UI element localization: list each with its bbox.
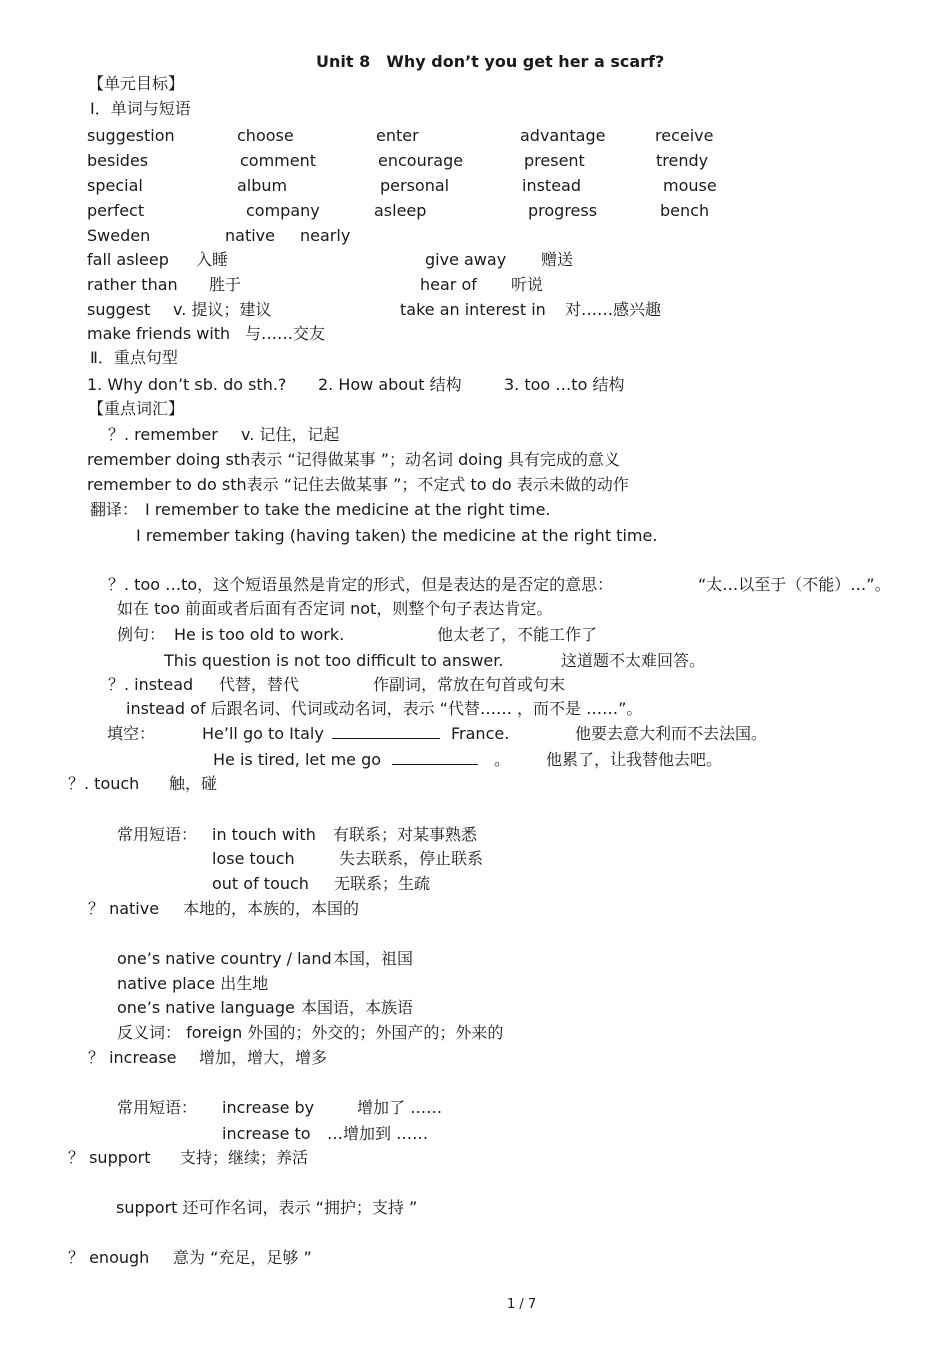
touch-phrase-en: in touch with (212, 825, 316, 844)
page-number: 1 / 7 (507, 1297, 537, 1312)
vocab-word: receive (655, 126, 714, 145)
phrase-zh: 与……交友 (245, 324, 326, 343)
entry-instead-def-1: 代替，替代 (219, 675, 300, 694)
entry-remember-def: v. 记住，记起 (241, 425, 340, 444)
increase-phrase-2-en: increase to (222, 1124, 311, 1143)
touch-phrases-label: 常用短语： (117, 825, 198, 844)
vocab-word: special (87, 176, 143, 195)
translate-label: 翻译： (90, 500, 139, 519)
phrase-en: suggest (87, 300, 151, 319)
vocab-word: mouse (663, 176, 717, 195)
increase-phrases-label: 常用短语： (117, 1098, 198, 1117)
vocab-word: enter (376, 126, 419, 145)
entry-increase-word: ？ increase (88, 1048, 177, 1067)
entry-support-word: ？ support (68, 1148, 151, 1167)
touch-phrase-zh: 无联系；生疏 (334, 874, 431, 893)
unit-goals-header: 【单元目标】 (88, 74, 185, 93)
fill-2-text: He is tired, let me go (213, 750, 382, 769)
phrase-zh: 胜于 (209, 275, 242, 294)
pattern-2: 2. How about 结构 (318, 375, 462, 394)
phrase-en: give away (425, 250, 507, 269)
increase-phrase-1-zh: 增加了 …… (357, 1098, 443, 1117)
page-title: Unit 8 Why don’t you get her a scarf? (316, 52, 665, 71)
phrase-zh: 入睡 (196, 250, 229, 269)
fill-1-text: He’ll go to Italy (202, 724, 324, 743)
too-to-note: 如在 too 前面或者后面有否定词 not，则整个句子表达肯定。 (117, 599, 553, 618)
touch-phrase-zh: 有联系；对某事熟悉 (333, 825, 478, 844)
touch-phrase-en: lose touch (212, 849, 295, 868)
native-line-1-zh: 本国，祖国 (333, 949, 414, 968)
remember-line-1: remember doing sth表示 “记得做某事 ”；动名词 doing 具有完成的意义 (87, 450, 620, 469)
increase-phrase-1-en: increase by (222, 1098, 315, 1117)
entry-increase-def: 增加，增大，增多 (199, 1048, 328, 1067)
vocab-word: trendy (656, 151, 709, 170)
vocab-word: asleep (374, 201, 427, 220)
phrase-en: hear of (420, 275, 477, 294)
increase-phrase-2-zh: …增加到 …… (327, 1124, 429, 1143)
vocab-word: personal (380, 176, 450, 195)
vocab-word: comment (240, 151, 317, 170)
fill-2-tail: 。 (494, 750, 511, 769)
entry-instead-def-2: 作副词，常放在句首或句末 (373, 675, 566, 694)
entry-instead-word: ？. instead (108, 675, 194, 694)
entry-native-word: ？ native (88, 899, 160, 918)
example-label: 例句： (117, 625, 166, 644)
example-1-zh: 他太老了，不能工作了 (437, 625, 598, 644)
vocab-word: encourage (378, 151, 464, 170)
phrase-en: fall asleep (87, 250, 169, 269)
vocab-word: bench (660, 201, 710, 220)
key-vocab-header: 【重点词汇】 (88, 399, 185, 418)
pattern-3: 3. too …to 结构 (504, 375, 625, 394)
vocab-word: besides (87, 151, 149, 170)
entry-enough-word: ？ enough (68, 1248, 150, 1267)
phrase-zh: 对……感兴趣 (565, 300, 662, 319)
fill-blank-2[interactable] (392, 750, 478, 770)
vocab-word: perfect (87, 201, 145, 220)
touch-phrase-zh: 失去联系，停止联系 (339, 849, 484, 868)
section2-header: Ⅱ．重点句型 (90, 348, 178, 367)
pattern-1: 1. Why don’t sb. do sth.? (87, 375, 287, 394)
vocab-word: progress (528, 201, 598, 220)
entry-enough-def: 意为 “充足，足够 ” (173, 1248, 312, 1267)
fill-blank-1[interactable] (332, 724, 440, 744)
translate-sentence-1: I remember to take the medicine at the right time. (145, 500, 551, 519)
entry-remember-word: ？. remember (108, 425, 218, 444)
fill-1-zh: 他要去意大利而不去法国。 (575, 724, 768, 743)
phrase-zh: 赠送 (541, 250, 574, 269)
example-2-zh: 这道题不太难回答。 (561, 651, 706, 670)
native-line-3-zh: 本国语，本族语 (301, 998, 414, 1017)
phrase-zh: 听说 (511, 275, 544, 294)
example-1-en: He is too old to work. (174, 625, 345, 644)
vocab-word: advantage (520, 126, 606, 145)
entry-native-def: 本地的，本族的，本国的 (183, 899, 360, 918)
entry-touch-word: ？. touch (68, 774, 140, 793)
touch-phrase-en: out of touch (212, 874, 309, 893)
vocab-word: choose (237, 126, 294, 145)
phrase-zh: v. 提议；建议 (173, 300, 272, 319)
entry-too-to-head: ？. too …to，这个短语虽然是肯定的形式，但是表达的是否定的意思： (108, 575, 614, 594)
phrase-en: rather than (87, 275, 178, 294)
vocab-word: company (246, 201, 320, 220)
vocab-word: suggestion (87, 126, 175, 145)
remember-line-2: remember to do sth表示 “记住去做某事 ”；不定式 to do 表示未做的动作 (87, 475, 629, 494)
translate-sentence-2: I remember taking (having taken) the medicine at the right time. (136, 526, 658, 545)
phrase-en: make friends with (87, 324, 231, 343)
vocab-word: instead (522, 176, 581, 195)
vocab-word: present (524, 151, 585, 170)
instead-note: instead of 后跟名词、代词或动名词，表示 “代替…… ，而不是 ……”。 (126, 699, 643, 718)
phrase-en: take an interest in (400, 300, 546, 319)
support-line: support 还可作名词，表示 “拥护；支持 ” (116, 1198, 418, 1217)
native-line-3-en: one’s native language (117, 998, 295, 1017)
vocab-word: nearly (300, 226, 351, 245)
fill-2-zh: 他累了，让我替他去吧。 (546, 750, 723, 769)
example-2-en: This question is not too difficult to answer. (164, 651, 504, 670)
vocab-word: Sweden (87, 226, 151, 245)
native-antonym: 反义词： foreign 外国的；外交的；外国产的；外来的 (117, 1023, 504, 1042)
vocab-word: native (225, 226, 275, 245)
vocab-word: album (237, 176, 288, 195)
native-line-1-en: one’s native country / land (117, 949, 332, 968)
entry-support-def: 支持；继续；养活 (180, 1148, 309, 1167)
fill-label: 填空： (107, 724, 156, 743)
entry-too-to-meaning: “太…以至于（不能）…”。 (698, 575, 891, 594)
section1-header: Ⅰ．单词与短语 (90, 99, 191, 118)
entry-touch-def: 触，碰 (169, 774, 218, 793)
native-line-2: native place 出生地 (117, 974, 269, 993)
fill-1-tail: France. (451, 724, 510, 743)
